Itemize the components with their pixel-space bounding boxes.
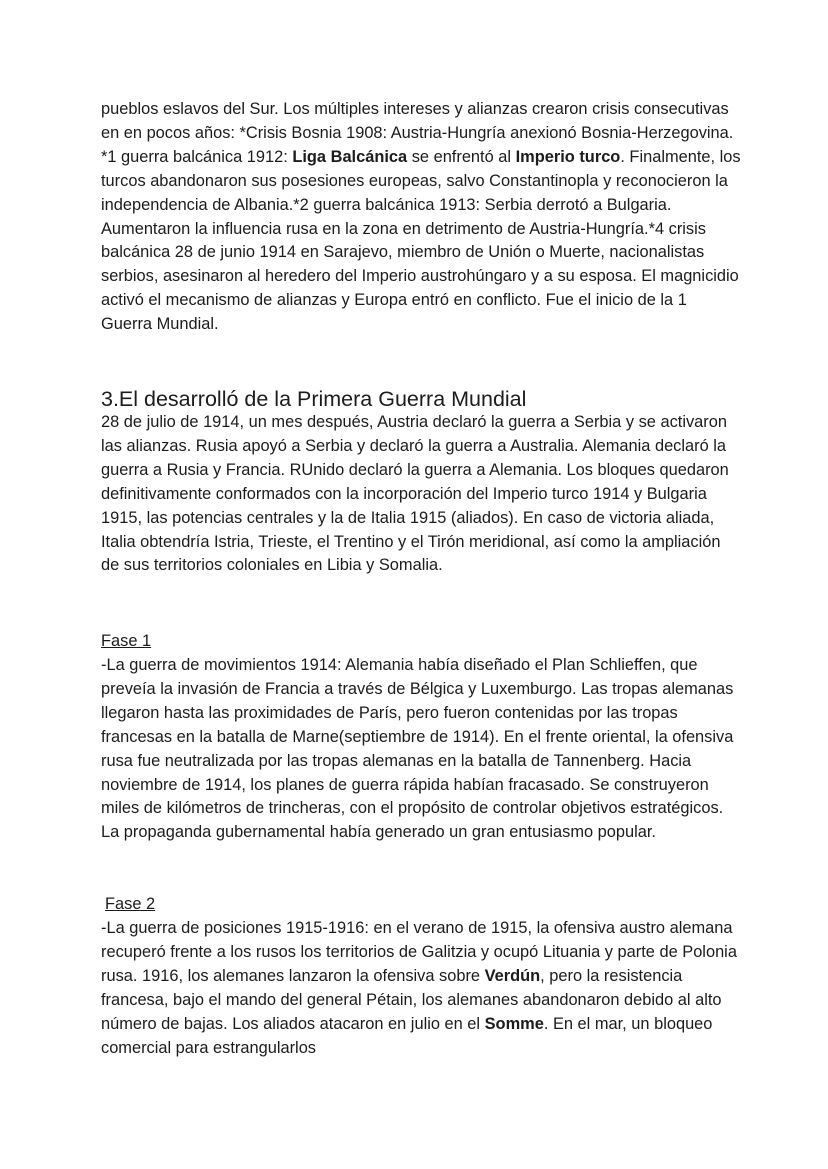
liga-balcanica-bold: Liga Balcánica: [292, 147, 408, 166]
intro-text: . Finalmente, los turcos abandonaron sus posesiones europeas, salvo Constantinopla y reconocieron la independencia de Albania.*2 guerra balcánica 1913: Serbia derrotó a Bulgaria. Aumentaron la influencia rusa en la zona en detrimento de Austria-Hungría.*4 crisis balcánica 28 de junio 1914 en Sarajevo, miembro de Unión o Muerte, nacionalistas serbios, asesinaron al heredero del Imperio austrohúngaro y a su esposa. El magnicidio activó el mecanismo de alianzas y Europa entró en conflicto. Fue el inicio de la 1 Guerra Mundial.: [101, 147, 741, 334]
intro-text: se enfrentó al: [407, 147, 516, 166]
fase-1-label: Fase 1: [101, 632, 152, 650]
fase-2-text: -La guerra de posiciones 1915-1916: en el verano de 1915, la ofensiva austro alemana recuperó frente a los rusos los territorios de Galitzia y ocupó Lituania y parte de Polonia rusa. 1916, los alemanes lanzaron la ofensiva sobre: [101, 919, 737, 985]
fase-2-text: . En el mar, un bloqueo comercial para estrangularlos: [101, 1014, 713, 1057]
intro-text: pueblos eslavos del Sur. Los múltiples intereses y alianzas crearon crisis consecutivas en en pocos años: *Crisis Bosnia 1908: Austria-Hungría anexionó Bosnia-Herzegovina. *1 guerra balcánica 1912:: [101, 100, 734, 166]
fase-2-label: Fase 2: [105, 895, 156, 913]
intro-paragraph: [101, 98, 741, 337]
fase-2-paragraph: [101, 917, 741, 1060]
somme-bold: Somme: [484, 1014, 544, 1033]
fase-2-text: , pero la resistencia francesa, bajo el mando del general Pétain, los alemanes abandonaron debido al alto número de bajas. Los aliados atacaron en julio en el: [101, 966, 722, 1033]
section-paragraph: 28 de julio de 1914, un mes después, Austria declaró la guerra a Serbia y se activaron las alianzas. Rusia apoyó a Serbia y declaró la guerra a Australia. Alemania declaró la guerra a Rusia y Francia. RUnido declaró la guerra a Alemania. Los bloques quedaron definitivamente conformados con la incorporación del Imperio turco 1914 y Bulgaria 1915, las potencias centrales y la de Italia 1915 (aliados). En caso de victoria aliada, Italia obtendría Istria, Trieste, el Trentino y el Tirón meridional, así como la ampliación de sus territorios coloniales en Libia y Somalia.: [101, 413, 729, 575]
imperio-turco-bold: Imperio turco: [515, 147, 621, 166]
fase-1-paragraph: -La guerra de movimientos 1914: Alemania había diseñado el Plan Schlieffen, que preveía la invasión de Francia a través de Bélgica y Luxemburgo. Las tropas alemanas llegaron hasta las proximidades de París, pero fueron contenidas por las tropas francesas en la batalla de Marne(septiembre de 1914). En el frente oriental, la ofensiva rusa fue neutralizada por las tropas alemanas en la batalla de Tannenberg. Hacia noviembre de 1914, los planes de guerra rápida habían fracasado. Se construyeron miles de kilómetros de trincheras, con el propósito de controlar objetivos estratégicos. La propaganda gubernamental había generado un gran entusiasmo popular.: [101, 656, 734, 842]
section-heading: 3.El desarrolló de la Primera Guerra Mundial: [101, 387, 527, 411]
verdun-bold: Verdún: [484, 966, 541, 985]
